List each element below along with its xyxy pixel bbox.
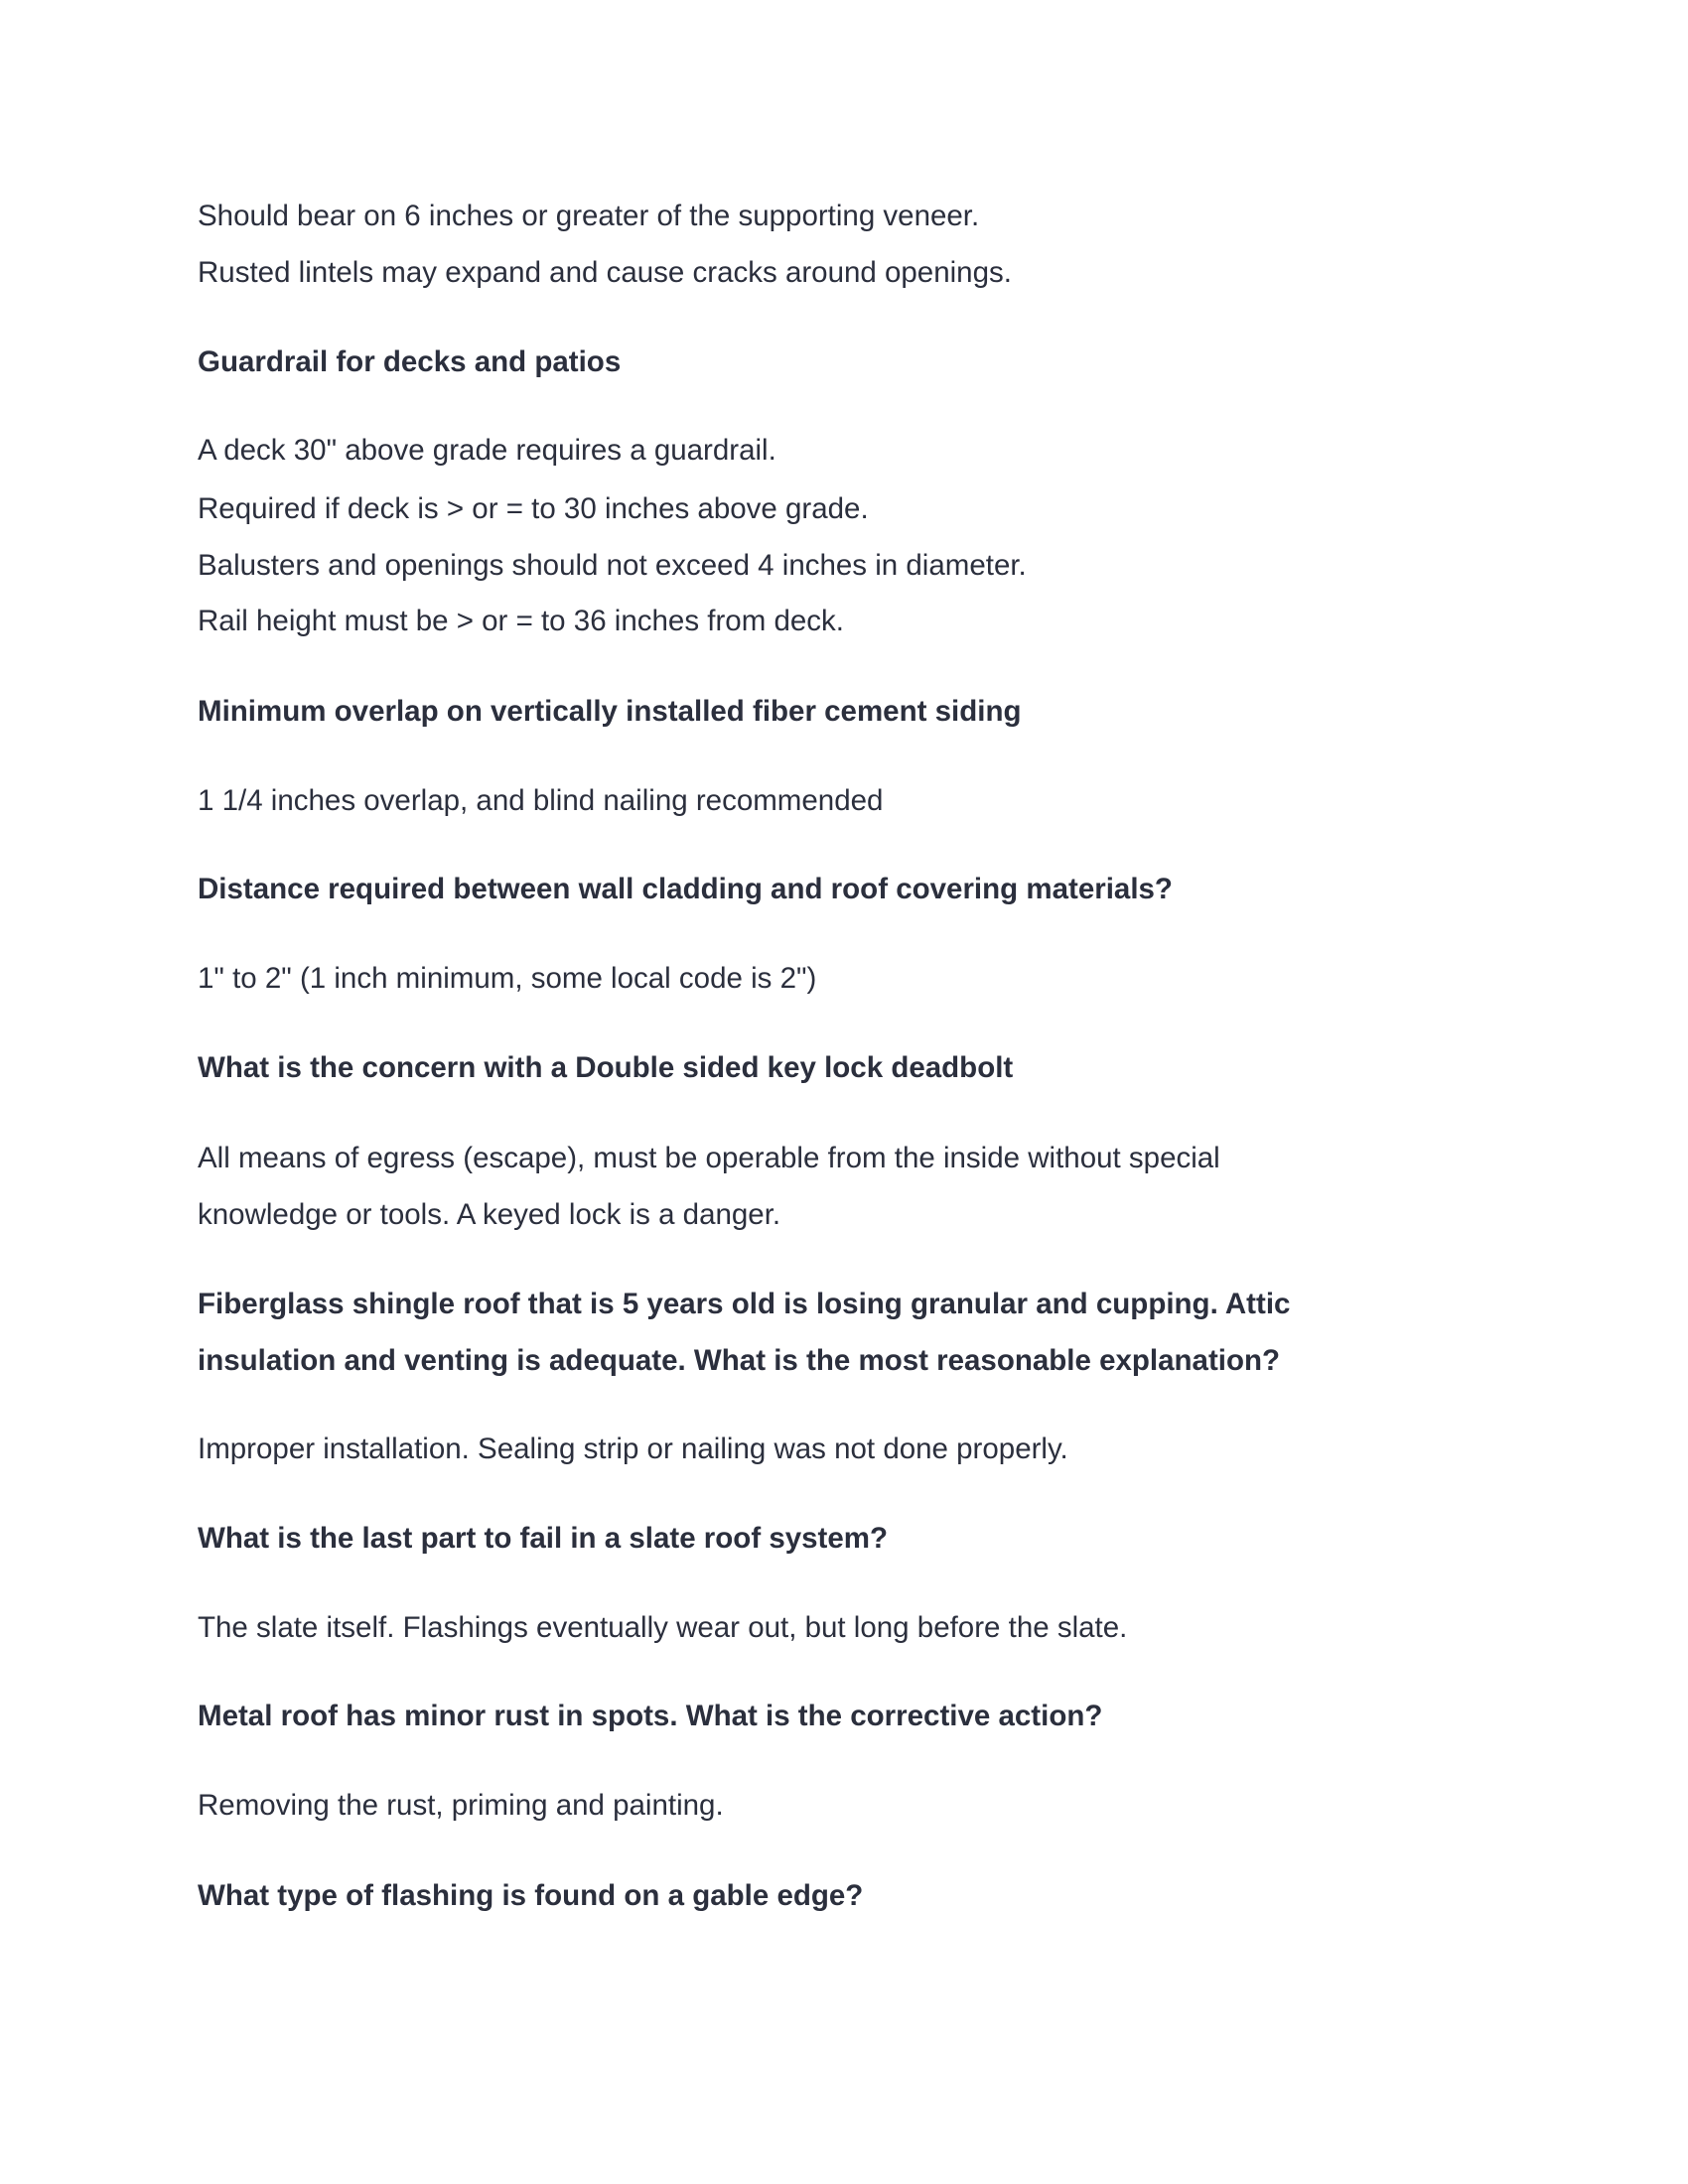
answer-text: 1" to 2" (1 inch minimum, some local code is 2") [198, 962, 817, 995]
answer-text: knowledge or tools. A keyed lock is a danger. [198, 1198, 781, 1231]
answer-text: Removing the rust, priming and painting. [198, 1789, 724, 1822]
question-heading: What type of flashing is found on a gable edge? [198, 1879, 864, 1912]
answer-text: Balusters and openings should not exceed 4 inches in diameter. [198, 549, 1027, 582]
answer-text: Rail height must be > or = to 36 inches from deck. [198, 605, 844, 637]
question-heading: Distance required between wall cladding and roof covering materials? [198, 873, 1173, 905]
answer-text: Required if deck is > or = to 30 inches above grade. [198, 492, 869, 525]
question-heading: What is the last part to fail in a slate roof system? [198, 1522, 889, 1555]
question-heading: What is the concern with a Double sided key lock deadbolt [198, 1051, 1014, 1084]
answer-text: A deck 30" above grade requires a guardrail. [198, 434, 776, 467]
answer-text: Improper installation. Sealing strip or nailing was not done properly. [198, 1433, 1068, 1465]
answer-text: 1 1/4 inches overlap, and blind nailing recommended [198, 784, 884, 817]
question-heading: Guardrail for decks and patios [198, 345, 622, 378]
question-heading: insulation and venting is adequate. What is the most reasonable explanation? [198, 1344, 1281, 1377]
question-heading: Minimum overlap on vertically installed fiber cement siding [198, 695, 1022, 728]
question-heading: Fiberglass shingle roof that is 5 years old is losing granular and cupping. Attic [198, 1288, 1291, 1320]
answer-text: Rusted lintels may expand and cause cracks around openings. [198, 256, 1012, 289]
answer-text: Should bear on 6 inches or greater of the supporting veneer. [198, 200, 980, 232]
answer-text: All means of egress (escape), must be operable from the inside without special [198, 1142, 1220, 1174]
answer-text: The slate itself. Flashings eventually wear out, but long before the slate. [198, 1611, 1128, 1644]
question-heading: Metal roof has minor rust in spots. What is the corrective action? [198, 1700, 1103, 1732]
